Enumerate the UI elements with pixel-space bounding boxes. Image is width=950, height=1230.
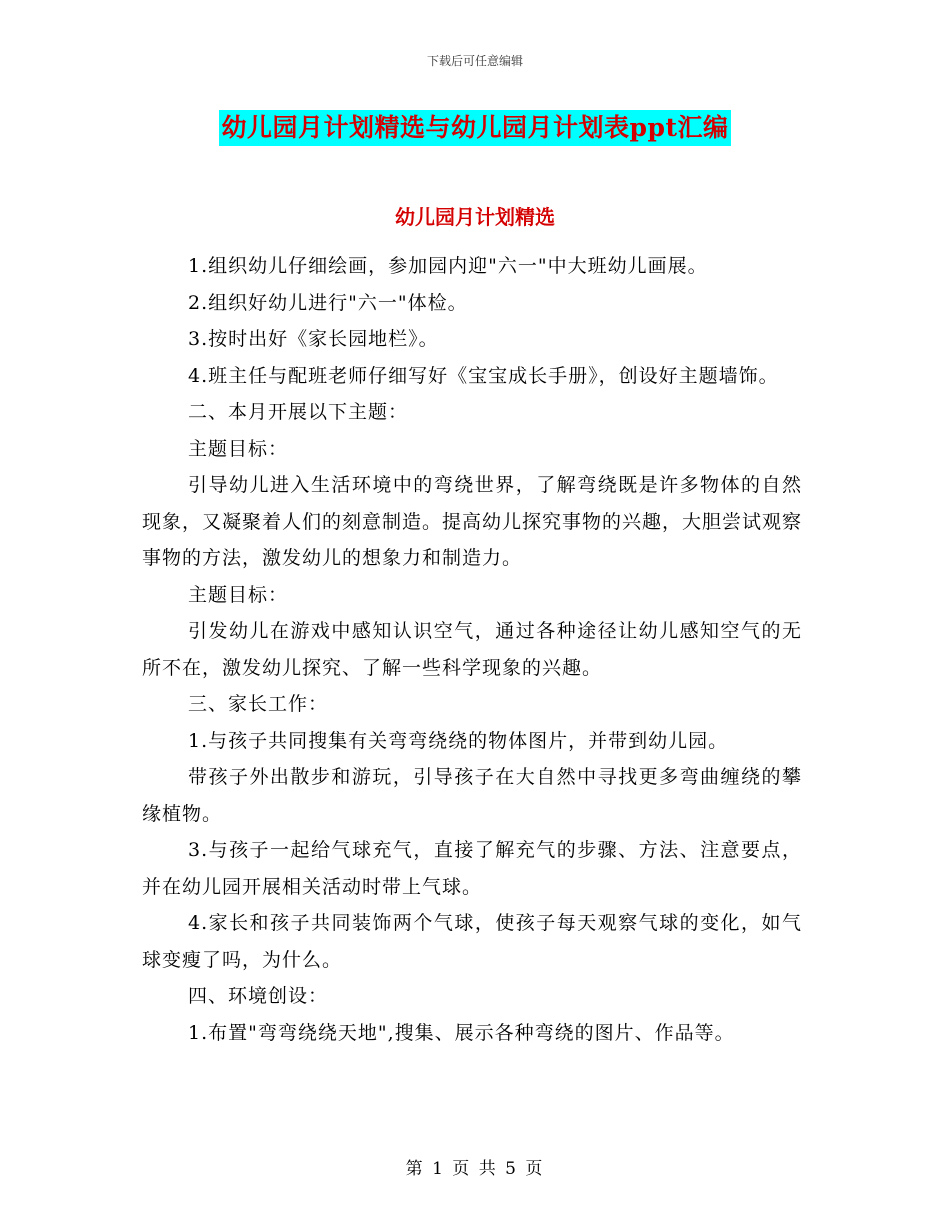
paragraph: 4.家长和孩子共同装饰两个气球，使孩子每天观察气球的变化，如气球变瘦了吗，为什么。 [142,912,802,971]
paragraph: 1.布置"弯弯绕绕天地",搜集、展示各种弯绕的图片、作品等。 [188,1021,735,1044]
paragraph: 主题目标： [188,437,289,460]
paragraph: 三、家长工作： [188,693,329,715]
page-footer: 第 1 页 共 5 页 [405,1159,545,1179]
paragraph: 1.与孩子共同搜集有关弯弯绕绕的物体图片，并带到幼儿园。 [188,729,729,752]
page-header: 下载后可任意编辑 [426,54,523,68]
paragraph: 引导幼儿进入生活环境中的弯绕世界，了解弯绕既是许多物体的自然现象，又凝聚着人们的刻意制造。提高幼儿探究事物的兴趣，大胆尝试观察事物的方法，激发幼儿的想象力和制造力。 [142,474,803,569]
paragraph: 带孩子外出散步和游玩，引导孩子在大自然中寻找更多弯曲缠绕的攀缘植物。 [142,766,802,825]
paragraph: 4.班主任与配班老师仔细写好《宝宝成长手册》，创设好主题墙饰。 [188,364,779,387]
paragraph: 引发幼儿在游戏中感知认识空气，通过各种途径让幼儿感知空气的无所不在，激发幼儿探究、了解一些科学现象的兴趣。 [142,620,802,679]
paragraph: 1.组织幼儿仔细绘画，参加园内迎"六一"中大班幼儿画展。 [188,255,708,277]
paragraph: 3.按时出好《家长园地栏》。 [188,328,439,350]
paragraph: 四、环境创设： [188,985,329,1007]
paragraph: 二、本月开展以下主题： [188,401,409,423]
section-title: 幼儿园月计划精选 [395,205,555,229]
paragraph: 3.与孩子一起给气球充气，直接了解充气的步骤、方法、注意要点，并在幼儿园开展相关活动时带上气球。 [142,839,802,898]
paragraph: 主题目标： [188,583,289,606]
paragraph: 2.组织好幼儿进行"六一"体检。 [188,291,468,314]
document-body [142,248,802,1051]
document-title: 幼儿园月计划精选与幼儿园月计划表ppt汇编 [219,110,730,146]
document-title-container [0,110,950,146]
